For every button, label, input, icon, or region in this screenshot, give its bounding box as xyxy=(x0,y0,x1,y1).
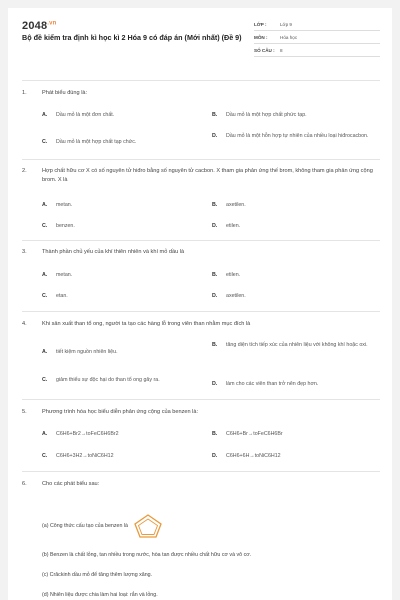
meta-row-count: SỐ CÂU : 8 xyxy=(254,44,380,57)
option-b[interactable]: B. Dầu mỏ là một hợp chất phức tạp. xyxy=(212,112,307,118)
pentagon-ring-icon xyxy=(132,513,164,539)
divider xyxy=(22,311,380,312)
option-c[interactable]: C. etan. xyxy=(42,293,68,299)
question-6: 6. Cho các phát biểu sau: xyxy=(22,480,380,489)
statement-d: (d) Nhiên liệu được chia làm hai loại: rắn và lỏng. xyxy=(42,592,158,598)
document-title: Bộ đề kiểm tra định kì học kì 2 Hóa 9 có đáp án (Mới nhất) (Đề 9) xyxy=(22,33,242,42)
option-d[interactable]: D. làm cho các viên than trở nên đẹp hơn. xyxy=(212,381,319,387)
statement-b: (b) Benzen là chất lỏng, tan nhiều trong nước, hòa tan được nhiều chất hữu cơ và vô cơ. xyxy=(42,552,252,558)
divider xyxy=(22,399,380,400)
question-text: Hợp chất hữu cơ X có số nguyên tử hiđro bằng số nguyên tử cacbon. X tham gia phản ứng thế brom, không tham gia phản ứng cộng brom. X là xyxy=(42,168,373,183)
meta-table xyxy=(254,18,380,57)
option-d[interactable]: D. C6H6+6H→toNiC6H12 xyxy=(212,453,281,459)
option-a[interactable]: A. metan. xyxy=(42,272,73,278)
option-b[interactable]: B. axetilen. xyxy=(212,202,246,208)
site-logo[interactable]: $2048^{.vn}$ xyxy=(22,20,57,32)
divider xyxy=(22,159,380,160)
question-4: 4. Khi sản xuất than tổ ong, người ta tạo các hàng lỗ trong viên than nhằm mục đích là xyxy=(22,320,380,329)
option-c[interactable]: C. benzen. xyxy=(42,223,75,229)
meta-row-class: LỚP : Lớp 9 xyxy=(254,18,380,31)
divider xyxy=(22,240,380,241)
question-5: 5. Phương trình hóa học biểu diễn phản ứng cộng của benzen là: xyxy=(22,408,380,417)
divider xyxy=(22,471,380,472)
question-text: Phương trình hóa học biểu diễn phản ứng cộng của benzen là: xyxy=(42,409,199,415)
option-a[interactable]: A. C6H6+Br2→toFeC6H6Br2 xyxy=(42,431,119,437)
question-2: 2. Hợp chất hữu cơ X có số nguyên tử hiđro bằng số nguyên tử cacbon. X tham gia phản ứng thế brom, không tham gia phản ứng cộng brom. X là xyxy=(22,167,380,185)
question-text: Thành phần chủ yếu của khí thiên nhiên và khí mỏ dầu là xyxy=(42,249,185,255)
question-1: 1. Phát biểu đúng là: xyxy=(22,89,380,98)
option-a[interactable]: A. tiết kiệm nguồn nhiên liệu. xyxy=(42,349,118,355)
option-c[interactable]: C. C6H6+3H2→toNiC6H12 xyxy=(42,453,114,459)
statement-a: (a) Công thức cấu tạo của benzen là xyxy=(42,513,164,539)
option-d[interactable]: D. etilen. xyxy=(212,223,241,229)
option-d[interactable]: D. axetilen. xyxy=(212,293,246,299)
option-b[interactable]: B. tăng diện tích tiếp xúc của nhiên liệu với không khí hoặc oxi. xyxy=(212,342,368,348)
divider xyxy=(22,80,380,81)
worksheet-page xyxy=(8,8,392,600)
option-c[interactable]: C. Dầu mỏ là một hợp chất tạp chức. xyxy=(42,139,137,145)
option-b[interactable]: B. C6H6+Br→toFeC6H6Br xyxy=(212,431,283,437)
question-text: Cho các phát biểu sau: xyxy=(42,481,100,487)
question-text: Phát biểu đúng là: xyxy=(42,90,88,96)
statement-c: (c) Crăckinh dầu mỏ để tăng thêm lượng xăng. xyxy=(42,572,153,578)
option-c[interactable]: C. giảm thiểu sự độc hại do than tổ ong gây ra. xyxy=(42,377,160,383)
worksheet-header xyxy=(8,8,392,66)
meta-row-subject: MÔN : Hóa học xyxy=(254,31,380,44)
option-d[interactable]: D. Dầu mỏ là một hỗn hợp tự nhiên của nhiều loại hiđrocacbon. xyxy=(212,133,369,139)
question-text: Khi sản xuất than tổ ong, người ta tạo các hàng lỗ trong viên than nhằm mục đích là xyxy=(42,321,251,327)
option-a[interactable]: A. Dầu mỏ là một đơn chất. xyxy=(42,112,115,118)
question-3: 3. Thành phần chủ yếu của khí thiên nhiên và khí mỏ dầu là xyxy=(22,248,380,257)
option-a[interactable]: A. metan. xyxy=(42,202,73,208)
option-b[interactable]: B. etilen. xyxy=(212,272,241,278)
